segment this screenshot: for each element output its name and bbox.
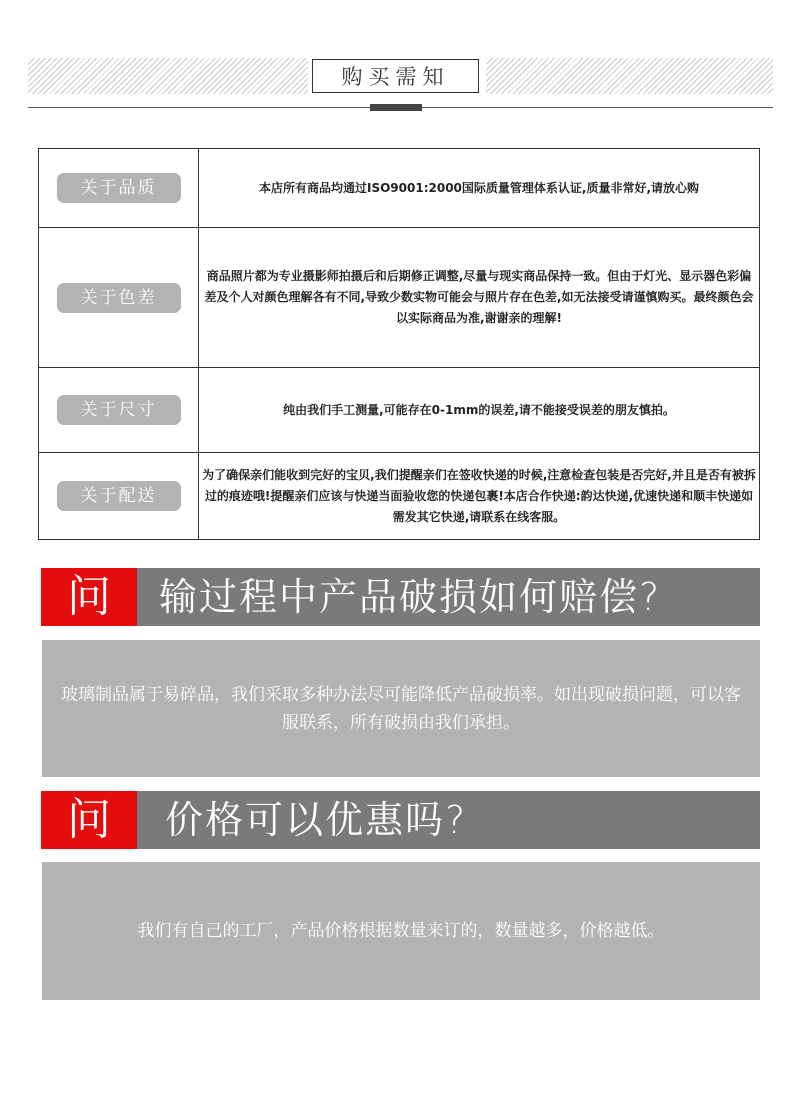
info-row-quality (39, 149, 760, 228)
faq-question-text: 价格可以优惠吗? (165, 798, 468, 842)
info-label-cell (39, 453, 199, 540)
info-row-size (39, 368, 760, 453)
faq-question-bar (41, 791, 760, 849)
info-label-cell (39, 149, 199, 228)
page-title: 购买需知 (312, 59, 479, 93)
delivery-label: 关于配送 (57, 481, 181, 511)
header-tab-marker (370, 104, 422, 111)
section-header (28, 58, 773, 94)
color-text: 商品照片都为专业摄影师拍摄后和后期修正调整,尽量与现实商品保持一致。但由于灯光、显示器色彩偏差及个人对颜色理解各有不同,导致少数实物可能会与照片存在色差,如无法接受请谨慎购买。最终颜色会以实际商品为准,谢谢亲的理解! (199, 228, 760, 368)
faq-answer-box (42, 640, 760, 777)
faq-answer-box (42, 862, 760, 1000)
faq-answer-text: 我们有自己的工厂，产品价格根据数量来订的，数量越多，价格越低。 (137, 921, 665, 941)
size-label: 关于尺寸 (57, 395, 181, 425)
hatch-decoration-left (28, 58, 308, 94)
info-row-color (39, 228, 760, 368)
size-text: 纯由我们手工测量,可能存在0-1mm的误差,请不能接受误差的朋友慎拍。 (199, 368, 760, 453)
info-label-cell (39, 368, 199, 453)
info-row-delivery (39, 453, 760, 540)
color-label: 关于色差 (57, 283, 181, 313)
faq-answer-text: 玻璃制品属于易碎品，我们采取多种办法尽可能降低产品破损率。如出现破损问题，可以客服联系，所有破损由我们承担。 (61, 684, 741, 733)
question-mark-badge: 问 (41, 791, 137, 849)
hatch-decoration-right (486, 58, 773, 94)
quality-label: 关于品质 (57, 173, 181, 203)
delivery-text: 为了确保亲们能收到完好的宝贝,我们提醒亲们在签收快递的时候,注意检查包装是否完好,并且是否有被拆过的痕迹哦!提醒亲们应该与快递当面验收您的快递包裹!本店合作快递:韵达快递,优速快递和顺丰快递如需发其它快递,请联系在线客服。 (199, 453, 760, 540)
purchase-info-table (38, 148, 760, 540)
info-label-cell (39, 228, 199, 368)
faq-question-bar (41, 568, 760, 626)
quality-text: 本店所有商品均通过ISO9001:2000国际质量管理体系认证,质量非常好,请放心购 (199, 149, 760, 228)
question-mark-badge: 问 (41, 568, 137, 626)
faq-question-text: 输过程中产品破损如何赔偿? (159, 575, 662, 619)
